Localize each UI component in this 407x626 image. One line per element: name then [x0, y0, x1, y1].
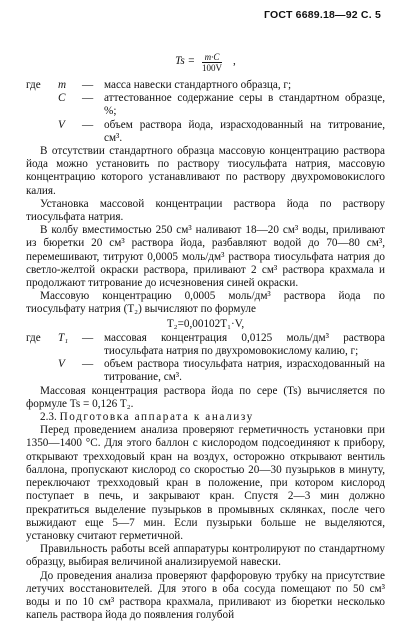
- where1-v: V — объем раствора йода, израсходованный на титрование, см³.: [58, 118, 385, 144]
- where1-term-m: m: [58, 79, 67, 91]
- section-number: 2.3.: [40, 411, 57, 424]
- where1-c: C — аттестованное содержание серы в стандартном образце, %;: [58, 92, 385, 118]
- paragraph-3: В колбу вместимостью 250 см³ наливают 18—20 см³ воды, приливают из бюретки 20 см³ раствора йода, разбавляют водой до 70—80 см³, перемешивают, титруют 0,0005 моль/дм³ раствора тиосульфата натрия до светло-желтой окраски раствора, приливают 2 см³ раствора крахмала и продолжают титрование до исчезновения синей окраски.: [26, 224, 385, 290]
- where1-lead: где: [26, 79, 41, 91]
- section-heading: [26, 411, 385, 424]
- paragraph-6: Перед проведением анализа проверяют герметичность установки при 1350—1400 °С. Для этого баллон с кислородом подсоединяют к прибору, открывают трехходовый кран на воздух, осторожно открывают вентиль баллона, пропускают кислород со скоростью 20—30 пузырьков в минуту, переключают трехходовый кран в положение, при котором кислород поступает в печь, и закрывают кран. Спустя 2—3 мин должно прекратиться выделение пузырьков в промывных склянках, после чего выжидают еще 5—7 мин. Если пузырьки больше не выделяются, установку считают герметичной.: [26, 424, 385, 542]
- where2-term-v: V: [58, 358, 65, 371]
- formula-ts-lhs: Ts =: [175, 55, 196, 68]
- where1-text-v: объем раствора йода, израсходованный на титрование, см³.: [104, 118, 385, 144]
- section-title: Подготовка аппарата к анализу: [59, 411, 254, 424]
- where2-lead: где: [26, 331, 41, 344]
- formula-t2: T₂=0,00102T₁·V,: [166, 317, 245, 330]
- where1-text-m: масса навески стандартного образца, г;: [104, 79, 292, 91]
- where2-text-t1: массовая концентрация 0,0125 моль/дм³ раствора тиосульфата натрия по двухромовокислому калию, г;: [104, 331, 385, 358]
- where1-term-c: C: [58, 92, 66, 105]
- paragraph-7: Правильность работы всей аппаратуры контролируют по стандартному образцу, выбирая величиной анализируемой навески.: [26, 543, 385, 569]
- where1-term-v: V: [58, 118, 65, 131]
- paragraph-1: В отсутствии стандартного образца массовую концентрацию раствора йода можно установить по раствору тиосульфата натрия, массовую концентрацию которого устанавливают по раствору двухромовокислого калия.: [26, 145, 385, 197]
- page-header: ГОСТ 6689.18—92 С. 5: [264, 9, 381, 21]
- paragraph-4: Массовую концентрацию 0,0005 моль/дм³ раствора йода по тиосульфату натрия (T₂) вычисляют по формуле: [26, 290, 385, 316]
- where2-text-v: объем раствора тиосульфата натрия, израсходованный на титрование, см³.: [104, 358, 385, 384]
- formula-ts: [26, 47, 385, 77]
- where2-t1: где T₁ — массовая концентрация 0,0125 моль/дм³ раствора тиосульфата натрия по двухромовокислому калию, г;: [26, 331, 385, 358]
- formula-ts-tail: ,: [233, 55, 236, 68]
- paragraph-2: Установка массовой концентрации раствора йода по раствору тиосульфата натрия.: [26, 197, 385, 224]
- formula-ts-fraction: [199, 52, 225, 73]
- paragraph-8: До проведения анализа проверяют фарфоровую трубку на присутствие летучих восстановителей. Для этого в оба сосуда помещают по 50 см³ воды и по 10 см³ раствора крахмала, приливают из бюретки несколько капель раствора йода до появления голубой: [26, 569, 385, 622]
- formula-ts-numerator: m·C: [202, 52, 223, 63]
- formula-ts-denominator: 100V: [202, 62, 223, 73]
- where1-text-c: аттестованное содержание серы в стандартном образце, %;: [104, 92, 385, 118]
- paragraph-5: Массовая концентрация раствора йода по сере (Ts) вычисляется по формуле Ts = 0,126 T₂.: [26, 384, 385, 410]
- where2-term-t1: T₁: [58, 331, 69, 344]
- where1-m: где m — масса навески стандартного образца, г;: [26, 79, 292, 91]
- where2-v: V — объем раствора тиосульфата натрия, израсходованный на титрование, см³.: [58, 358, 385, 384]
- document-body: [26, 47, 385, 622]
